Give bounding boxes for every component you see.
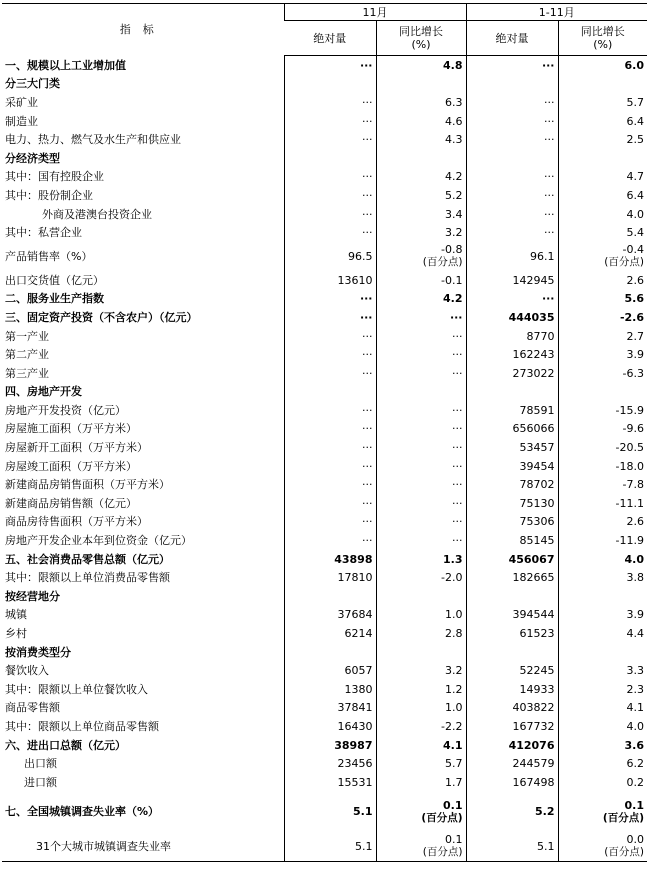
- row-label: 出口额: [24, 757, 57, 771]
- row-label: 七、全国城镇调查失业率（%）: [5, 805, 160, 819]
- row-label: 制造业: [5, 114, 38, 128]
- ytd-absolute-cell: 39454: [466, 457, 558, 476]
- ytd-absolute-cell: 78591: [466, 401, 558, 420]
- month-growth-cell: 6.3: [376, 93, 466, 112]
- month-growth-cell: [376, 149, 466, 168]
- month-growth-cell: [376, 643, 466, 662]
- month-growth-cell: 1.0: [376, 606, 466, 625]
- month-absolute-cell: ···: [284, 475, 376, 494]
- ytd-growth-cell: 4.0: [558, 550, 647, 569]
- ytd-absolute-cell: 162243: [466, 345, 558, 364]
- row-label: 其中：私营企业: [5, 226, 82, 240]
- table-row: [2, 290, 647, 309]
- row-label: 城镇: [5, 608, 27, 622]
- month-absolute-cell: 6057: [284, 661, 376, 680]
- ytd-absolute-cell: 53457: [466, 438, 558, 457]
- month-growth-cell: 1.2: [376, 680, 466, 699]
- ytd-absolute-cell: [466, 149, 558, 168]
- month-growth-cell: 4.2: [376, 290, 466, 309]
- ytd-growth-cell: -11.9: [558, 531, 647, 550]
- ytd-growth-cell: -7.8: [558, 475, 647, 494]
- month-growth-cell: -2.0: [376, 568, 466, 587]
- ytd-growth-cell: 4.1: [558, 699, 647, 718]
- ytd-growth-cell: -15.9: [558, 401, 647, 420]
- ytd-absolute-cell: [466, 383, 558, 402]
- month-absolute-cell: ···: [284, 112, 376, 131]
- table-row: [2, 531, 647, 550]
- ytd-absolute-cell: 5.2: [466, 792, 558, 832]
- ytd-growth-cell: 2.7: [558, 327, 647, 346]
- row-label: 三、固定资产投资（不含农户）（亿元）: [5, 310, 198, 324]
- ytd-absolute-cell: ···: [466, 130, 558, 149]
- row-label: 二、服务业生产指数: [5, 292, 104, 306]
- month-growth-cell: -2.2: [376, 717, 466, 736]
- ytd-growth-cell: [558, 832, 647, 862]
- ytd-growth-value: 0.1: [624, 798, 644, 812]
- ytd-growth-cell: [558, 149, 647, 168]
- month-growth-cell: 4.3: [376, 130, 466, 149]
- table-row: [2, 93, 647, 112]
- month-absolute-cell: 96.5: [284, 242, 376, 271]
- table-row: [2, 112, 647, 131]
- month-absolute-cell: [284, 75, 376, 94]
- row-label: 六、进出口总额（亿元）: [5, 738, 126, 752]
- month-growth-cell: 4.2: [376, 168, 466, 187]
- month-growth-cell: 5.2: [376, 186, 466, 205]
- row-label: 31个大城市城镇调查失业率: [2, 832, 284, 862]
- header-ytd-absolute: 绝对量: [466, 21, 558, 56]
- month-absolute-cell: 37841: [284, 699, 376, 718]
- ytd-absolute-cell: 167732: [466, 717, 558, 736]
- month-absolute-cell: ···: [284, 401, 376, 420]
- month-growth-cell: ···: [376, 475, 466, 494]
- row-label: 商品零售额: [5, 701, 60, 715]
- row-label: 其中：限额以上单位商品零售额: [5, 719, 159, 733]
- ytd-growth-cell: [558, 242, 647, 271]
- month-growth-cell: [376, 587, 466, 606]
- month-absolute-cell: ···: [284, 186, 376, 205]
- row-label: 按经营地分: [5, 589, 60, 603]
- month-absolute-cell: 5.1: [284, 792, 376, 832]
- ytd-growth-cell: 2.6: [558, 513, 647, 532]
- ytd-absolute-cell: 244579: [466, 754, 558, 773]
- row-label: 第三产业: [5, 366, 49, 380]
- month-absolute-cell: ···: [284, 205, 376, 224]
- row-label: 房屋新开工面积（万平方米）: [5, 441, 148, 455]
- ytd-absolute-cell: 61523: [466, 624, 558, 643]
- month-absolute-cell: 5.1: [284, 832, 376, 862]
- ytd-growth-cell: 6.2: [558, 754, 647, 773]
- month-absolute-cell: ···: [284, 513, 376, 532]
- ytd-absolute-cell: 142945: [466, 271, 558, 290]
- month-growth-cell: ···: [376, 420, 466, 439]
- month-absolute-cell: 16430: [284, 717, 376, 736]
- month-growth-unit-note: (百分点): [422, 846, 463, 859]
- month-growth-cell: 3.2: [376, 661, 466, 680]
- ytd-growth-unit-note: (百分点): [604, 256, 644, 269]
- row-label: 按消费类型分: [5, 645, 71, 659]
- month-growth-cell: ···: [376, 457, 466, 476]
- table-row: [2, 661, 647, 680]
- ytd-absolute-cell: 78702: [466, 475, 558, 494]
- month-growth-cell: 4.8: [376, 56, 466, 75]
- month-absolute-cell: ···: [284, 438, 376, 457]
- row-label: 其中：限额以上单位消费品零售额: [5, 571, 170, 585]
- ytd-absolute-cell: 182665: [466, 568, 558, 587]
- month-growth-cell: 1.0: [376, 699, 466, 718]
- ytd-growth-cell: -18.0: [558, 457, 647, 476]
- ytd-growth-cell: 5.6: [558, 290, 647, 309]
- row-label: 房屋竣工面积（万平方米）: [5, 459, 137, 473]
- table-row: [2, 717, 647, 736]
- statistics-table-container: [2, 3, 647, 862]
- ytd-growth-cell: [558, 643, 647, 662]
- month-growth-cell: 4.1: [376, 736, 466, 755]
- ytd-absolute-cell: 52245: [466, 661, 558, 680]
- month-absolute-cell: ···: [284, 168, 376, 187]
- ytd-absolute-cell: 444035: [466, 308, 558, 327]
- ytd-growth-cell: 4.7: [558, 168, 647, 187]
- table-row: [2, 832, 647, 862]
- row-label: 进口额: [24, 775, 57, 789]
- table-row: [2, 327, 647, 346]
- month-growth-cell: [376, 75, 466, 94]
- month-growth-cell: 3.4: [376, 205, 466, 224]
- ytd-absolute-cell: [466, 587, 558, 606]
- ytd-growth-cell: 3.9: [558, 606, 647, 625]
- row-label: 餐饮收入: [5, 664, 49, 678]
- table-row: [2, 568, 647, 587]
- row-label: 第二产业: [5, 348, 49, 362]
- table-row: [2, 438, 647, 457]
- ytd-growth-cell: -9.6: [558, 420, 647, 439]
- table-row: [2, 149, 647, 168]
- month-growth-cell: ···: [376, 364, 466, 383]
- month-absolute-cell: ···: [284, 223, 376, 242]
- month-absolute-cell: ···: [284, 494, 376, 513]
- ytd-growth-value: -0.4: [622, 243, 644, 257]
- table-row: [2, 420, 647, 439]
- month-absolute-cell: ···: [284, 327, 376, 346]
- table-row: [2, 494, 647, 513]
- month-growth-cell: [376, 242, 466, 271]
- table-row: [2, 624, 647, 643]
- month-absolute-cell: 17810: [284, 568, 376, 587]
- row-label: 产品销售率（%）: [5, 249, 93, 263]
- month-growth-cell: 4.6: [376, 112, 466, 131]
- ytd-absolute-cell: 8770: [466, 327, 558, 346]
- month-growth-cell: 5.7: [376, 754, 466, 773]
- ytd-growth-cell: -11.1: [558, 494, 647, 513]
- month-growth-cell: ···: [376, 531, 466, 550]
- ytd-absolute-cell: ···: [466, 93, 558, 112]
- ytd-absolute-cell: ···: [466, 223, 558, 242]
- ytd-absolute-cell: ···: [466, 290, 558, 309]
- row-label: 外商及港澳台投资企业: [42, 207, 152, 221]
- ytd-growth-cell: -6.3: [558, 364, 647, 383]
- table-row: [2, 168, 647, 187]
- header-jan-nov: 1-11月: [466, 4, 647, 21]
- month-absolute-cell: ···: [284, 420, 376, 439]
- ytd-growth-cell: 5.7: [558, 93, 647, 112]
- month-absolute-cell: [284, 149, 376, 168]
- table-row: [2, 457, 647, 476]
- ytd-absolute-cell: 75306: [466, 513, 558, 532]
- month-absolute-cell: [284, 383, 376, 402]
- table-row: [2, 364, 647, 383]
- month-absolute-cell: ···: [284, 56, 376, 75]
- month-growth-cell: ···: [376, 401, 466, 420]
- table-row: [2, 130, 647, 149]
- month-absolute-cell: [284, 643, 376, 662]
- ytd-growth-cell: 6.4: [558, 186, 647, 205]
- month-growth-cell: 1.3: [376, 550, 466, 569]
- month-growth-cell: ···: [376, 327, 466, 346]
- ytd-growth-cell: [558, 383, 647, 402]
- month-growth-value: 0.1: [445, 833, 463, 847]
- month-absolute-cell: ···: [284, 130, 376, 149]
- table-row: [2, 587, 647, 606]
- ytd-growth-cell: 2.3: [558, 680, 647, 699]
- ytd-growth-cell: 4.0: [558, 717, 647, 736]
- row-label: 新建商品房销售额（亿元）: [5, 496, 137, 510]
- ytd-growth-cell: 3.9: [558, 345, 647, 364]
- month-absolute-cell: ···: [284, 531, 376, 550]
- ytd-growth-cell: -20.5: [558, 438, 647, 457]
- month-absolute-cell: 1380: [284, 680, 376, 699]
- ytd-absolute-cell: 96.1: [466, 242, 558, 271]
- month-absolute-cell: 43898: [284, 550, 376, 569]
- ytd-absolute-cell: ···: [466, 186, 558, 205]
- month-absolute-cell: ···: [284, 345, 376, 364]
- month-absolute-cell: ···: [284, 364, 376, 383]
- header-month-absolute: 绝对量: [284, 21, 376, 56]
- ytd-absolute-cell: 75130: [466, 494, 558, 513]
- ytd-absolute-cell: [466, 75, 558, 94]
- row-label: 分三大门类: [5, 77, 60, 91]
- row-label: 其中：股份制企业: [5, 188, 93, 202]
- ytd-growth-cell: 4.0: [558, 205, 647, 224]
- table-row: [2, 223, 647, 242]
- row-label: 出口交货值（亿元）: [5, 273, 104, 287]
- row-label: 新建商品房销售面积（万平方米）: [5, 478, 170, 492]
- ytd-growth-cell: 2.5: [558, 130, 647, 149]
- ytd-absolute-cell: 14933: [466, 680, 558, 699]
- table-row: [2, 205, 647, 224]
- month-growth-cell: ···: [376, 438, 466, 457]
- ytd-growth-cell: 0.2: [558, 773, 647, 792]
- ytd-growth-cell: 3.3: [558, 661, 647, 680]
- table-body: [2, 56, 647, 862]
- month-absolute-cell: ···: [284, 457, 376, 476]
- month-growth-cell: [376, 792, 466, 832]
- month-growth-cell: 1.7: [376, 773, 466, 792]
- ytd-growth-cell: [558, 587, 647, 606]
- ytd-absolute-cell: 656066: [466, 420, 558, 439]
- month-absolute-cell: ···: [284, 93, 376, 112]
- ytd-absolute-cell: 403822: [466, 699, 558, 718]
- ytd-absolute-cell: ···: [466, 112, 558, 131]
- table-header: [2, 4, 647, 56]
- row-label: 一、规模以上工业增加值: [5, 58, 126, 72]
- month-absolute-cell: 6214: [284, 624, 376, 643]
- table-row: [2, 643, 647, 662]
- month-absolute-cell: 37684: [284, 606, 376, 625]
- month-absolute-cell: [284, 587, 376, 606]
- ytd-growth-unit-note: (百分点): [602, 811, 644, 824]
- row-label: 分经济类型: [5, 151, 60, 165]
- month-growth-cell: 3.2: [376, 223, 466, 242]
- month-growth-cell: [376, 383, 466, 402]
- ytd-growth-cell: 3.8: [558, 568, 647, 587]
- header-month-growth: 同比增长 (%): [376, 21, 466, 56]
- ytd-absolute-cell: ···: [466, 168, 558, 187]
- month-growth-cell: ···: [376, 345, 466, 364]
- ytd-absolute-cell: ···: [466, 56, 558, 75]
- row-label: 其中：限额以上单位餐饮收入: [5, 682, 148, 696]
- ytd-growth-value: 0.0: [626, 833, 644, 847]
- table-row: [2, 271, 647, 290]
- month-growth-cell: -0.1: [376, 271, 466, 290]
- row-label: 其中：国有控股企业: [5, 170, 104, 184]
- header-ytd-growth: 同比增长 (%): [558, 21, 647, 56]
- row-label: 五、社会消费品零售总额（亿元）: [5, 552, 170, 566]
- ytd-growth-cell: 6.4: [558, 112, 647, 131]
- month-absolute-cell: 15531: [284, 773, 376, 792]
- ytd-absolute-cell: 5.1: [466, 832, 558, 862]
- row-label: 房屋施工面积（万平方米）: [5, 422, 137, 436]
- row-label: 房地产开发企业本年到位资金（亿元）: [5, 534, 192, 548]
- ytd-growth-cell: 5.4: [558, 223, 647, 242]
- table-row: [2, 792, 647, 832]
- table-row: [2, 56, 647, 75]
- ytd-absolute-cell: [466, 643, 558, 662]
- row-label: 房地产开发投资（亿元）: [5, 403, 126, 417]
- ytd-growth-cell: [558, 75, 647, 94]
- month-growth-value: 0.1: [443, 798, 463, 812]
- table-row: [2, 773, 647, 792]
- month-growth-unit-note: (百分点): [422, 256, 463, 269]
- ytd-absolute-cell: 167498: [466, 773, 558, 792]
- table-row: [2, 242, 647, 271]
- month-growth-cell: ···: [376, 513, 466, 532]
- month-absolute-cell: 38987: [284, 736, 376, 755]
- ytd-absolute-cell: 456067: [466, 550, 558, 569]
- row-label: 乡村: [5, 627, 27, 641]
- month-growth-cell: [376, 832, 466, 862]
- month-absolute-cell: ···: [284, 290, 376, 309]
- ytd-growth-cell: 4.4: [558, 624, 647, 643]
- ytd-growth-cell: 2.6: [558, 271, 647, 290]
- ytd-growth-unit-note: (百分点): [604, 846, 644, 859]
- table-row: [2, 383, 647, 402]
- month-absolute-cell: 13610: [284, 271, 376, 290]
- table-row: [2, 736, 647, 755]
- row-label: 第一产业: [5, 329, 49, 343]
- ytd-absolute-cell: 273022: [466, 364, 558, 383]
- table-row: [2, 680, 647, 699]
- table-row: [2, 606, 647, 625]
- month-growth-cell: ···: [376, 308, 466, 327]
- month-absolute-cell: 23456: [284, 754, 376, 773]
- ytd-growth-cell: 3.6: [558, 736, 647, 755]
- row-label: 四、房地产开发: [5, 385, 82, 399]
- ytd-absolute-cell: ···: [466, 205, 558, 224]
- table-row: [2, 754, 647, 773]
- month-growth-cell: 2.8: [376, 624, 466, 643]
- month-growth-cell: ···: [376, 494, 466, 513]
- ytd-growth-cell: -2.6: [558, 308, 647, 327]
- ytd-absolute-cell: 412076: [466, 736, 558, 755]
- table-row: [2, 475, 647, 494]
- ytd-absolute-cell: 85145: [466, 531, 558, 550]
- ytd-growth-cell: 6.0: [558, 56, 647, 75]
- row-label: 采矿业: [5, 95, 38, 109]
- table-row: [2, 513, 647, 532]
- table-row: [2, 345, 647, 364]
- table-row: [2, 308, 647, 327]
- month-growth-unit-note: (百分点): [421, 811, 463, 824]
- table-row: [2, 550, 647, 569]
- indicator-header: 指标: [2, 4, 284, 56]
- ytd-absolute-cell: 394544: [466, 606, 558, 625]
- month-growth-value: -0.8: [441, 243, 463, 257]
- table-row: [2, 699, 647, 718]
- table-row: [2, 75, 647, 94]
- row-label: 商品房待售面积（万平方米）: [5, 515, 148, 529]
- table-row: [2, 186, 647, 205]
- month-absolute-cell: ···: [284, 308, 376, 327]
- table-row: [2, 401, 647, 420]
- row-label: 电力、热力、燃气及水生产和供应业: [5, 133, 181, 147]
- header-november: 11月: [284, 4, 466, 21]
- statistics-table: [2, 3, 647, 862]
- ytd-growth-cell: [558, 792, 647, 832]
